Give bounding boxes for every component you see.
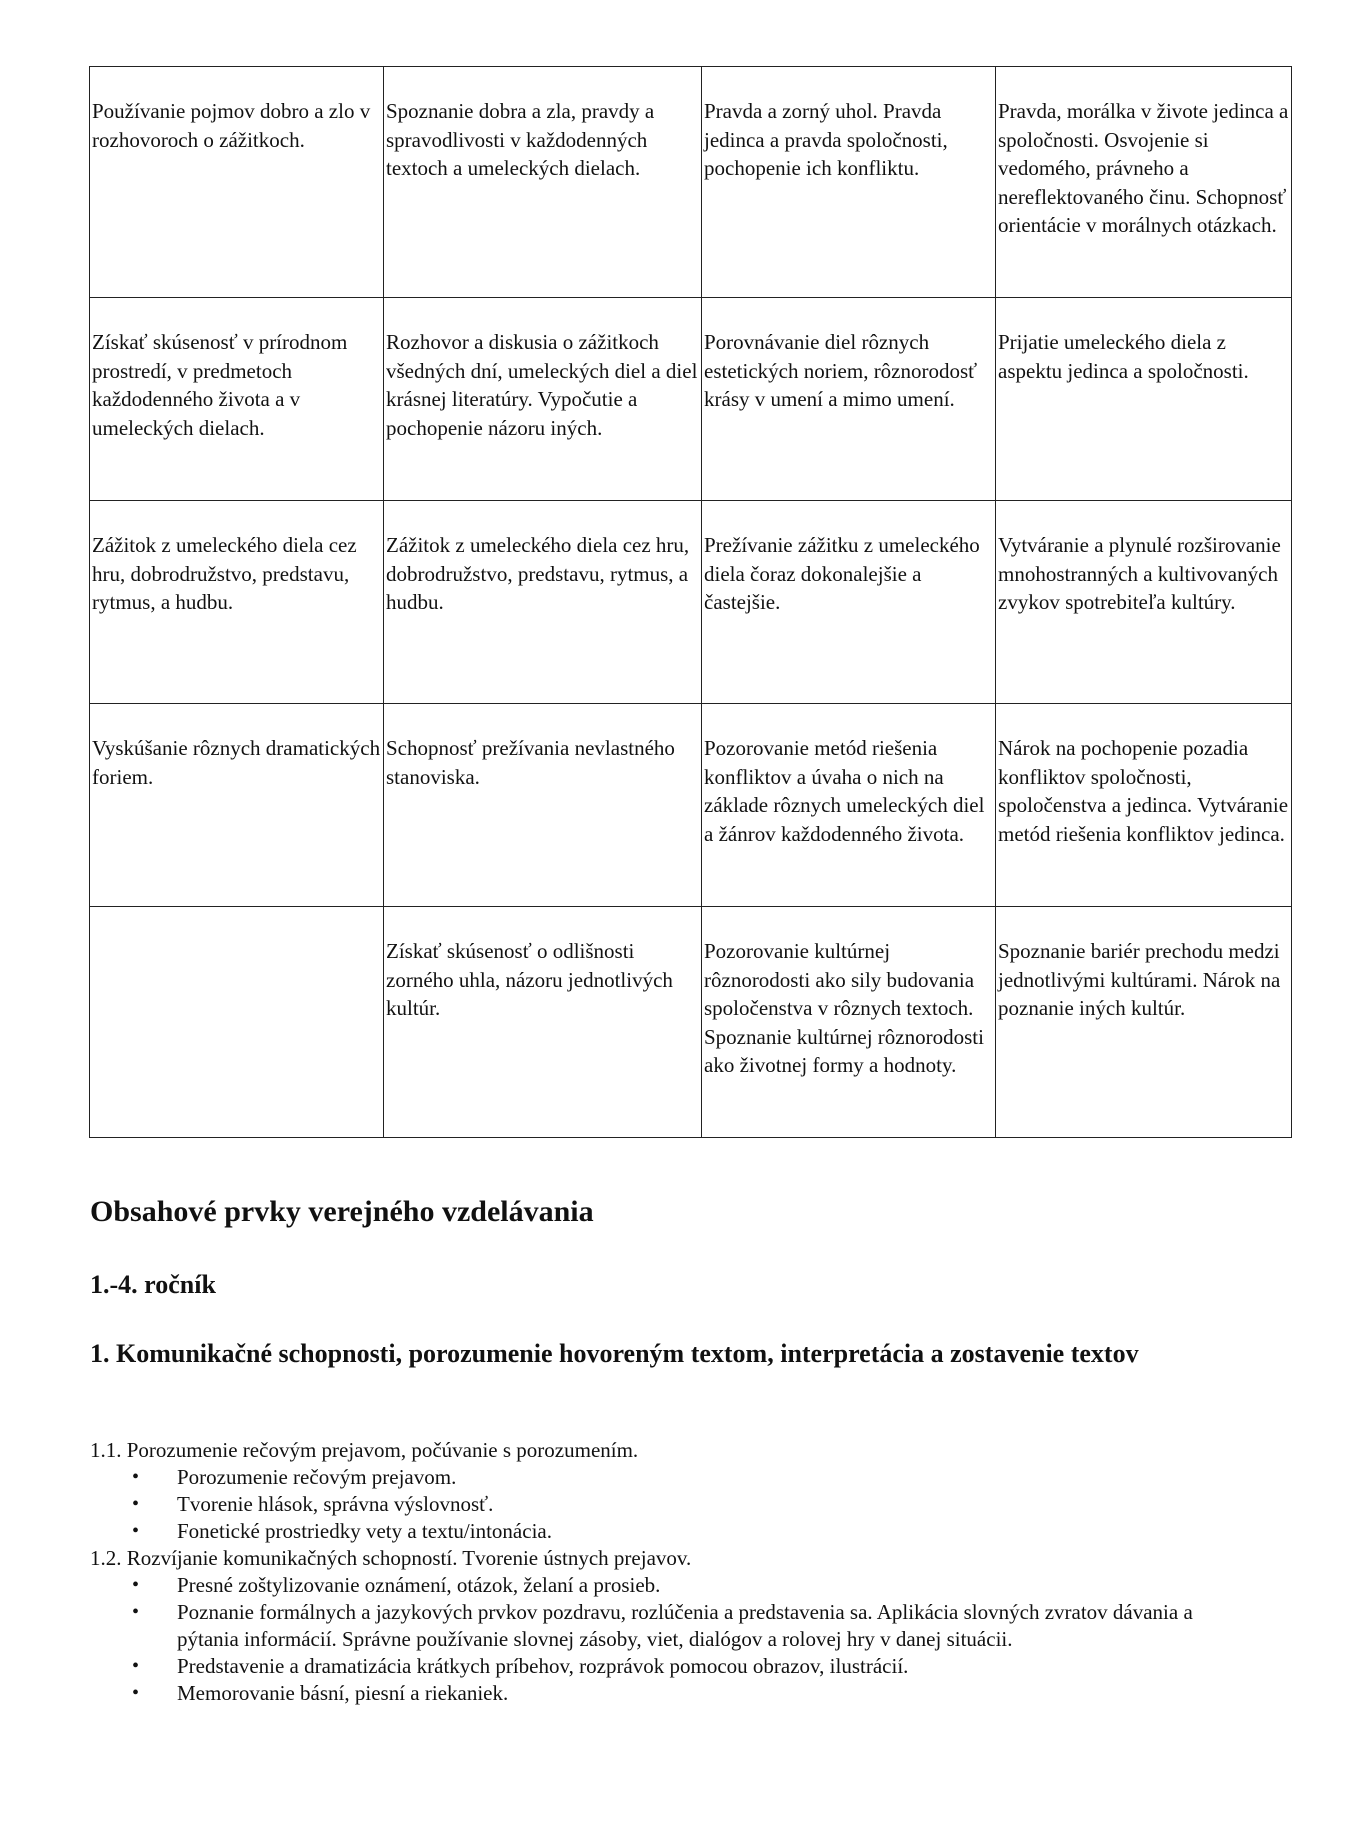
list-item-text: Poznanie formálnych a jazykových prvkov pozdravu, rozlúčenia a predstavenia sa. Aplikácia slovných zvratov dávania a pýtania informácií. Správne používanie slovnej zásoby, viet, dialógov a rolovej hry v danej situácii. <box>177 1600 1193 1651</box>
topic-heading: 1. Komunikačné schopnosti, porozumenie hovoreným textom, interpretácia a zostavenie textov <box>90 1339 1139 1368</box>
list-item-text: Porozumenie rečovým prejavom. <box>177 1465 457 1489</box>
table-cell: Používanie pojmov dobro a zlo v rozhovoroch o zážitkoch. <box>90 67 384 298</box>
bullet-icon: • <box>132 1655 140 1677</box>
table-cell: Nárok na pochopenie pozadia konfliktov spoločnosti, spoločenstva a jedinca. Vytváranie metód riešenia konfliktov jedinca. <box>996 704 1292 907</box>
bullet-icon: • <box>132 1574 140 1596</box>
table-row <box>90 501 1292 704</box>
curriculum-table <box>89 66 1292 1138</box>
bullet-icon: • <box>132 1601 140 1623</box>
content-outline <box>90 1437 1260 1707</box>
table-cell: Získať skúsenosť v prírodnom prostredí, v predmetoch každodenného života a v umeleckých dielach. <box>90 298 384 501</box>
list-item <box>132 1572 1260 1599</box>
list-item <box>132 1491 1260 1518</box>
table-cell: Rozhovor a diskusia o zážitkoch všedných dní, umeleckých diel a diel krásnej literatúry. Vypočutie a pochopenie názoru iných. <box>384 298 702 501</box>
table-row <box>90 704 1292 907</box>
subsection-heading: 1.2. Rozvíjanie komunikačných schopností. Tvorenie ústnych prejavov. <box>90 1546 692 1570</box>
list-item-text: Presné zoštylizovanie oznámení, otázok, želaní a prosieb. <box>177 1573 661 1597</box>
bullet-list <box>90 1572 1260 1707</box>
list-item <box>132 1464 1260 1491</box>
table-cell: Vytváranie a plynulé rozširovanie mnohostranných a kultivovaných zvykov spotrebiteľa kultúry. <box>996 501 1292 704</box>
list-item <box>132 1680 1260 1707</box>
table-cell: Porovnávanie diel rôznych estetických noriem, rôznorodosť krásy v umení a mimo umení. <box>702 298 996 501</box>
table-cell: Prijatie umeleckého diela z aspektu jedinca a spoločnosti. <box>996 298 1292 501</box>
table-cell: Pozorovanie metód riešenia konfliktov a úvaha o nich na základe rôznych umeleckých diel a žánrov každodenného života. <box>702 704 996 907</box>
bullet-icon: • <box>132 1466 140 1488</box>
table-cell-empty <box>90 907 384 1138</box>
table-cell: Spoznanie bariér prechodu medzi jednotlivými kultúrami. Nárok na poznanie iných kultúr. <box>996 907 1292 1138</box>
list-item-text: Memorovanie básní, piesní a riekaniek. <box>177 1681 509 1705</box>
section-title: Obsahové prvky verejného vzdelávania <box>90 1195 594 1228</box>
list-item <box>132 1599 1260 1653</box>
table-cell: Pravda a zorný uhol. Pravda jedinca a pravda spoločnosti, pochopenie ich konfliktu. <box>702 67 996 298</box>
list-item <box>132 1518 1260 1545</box>
list-item-text: Tvorenie hlások, správna výslovnosť. <box>177 1492 494 1516</box>
bullet-icon: • <box>132 1493 140 1515</box>
table-cell: Vyskúšanie rôznych dramatických foriem. <box>90 704 384 907</box>
table-cell: Prežívanie zážitku z umeleckého diela čoraz dokonalejšie a častejšie. <box>702 501 996 704</box>
list-item-text: Fonetické prostriedky vety a textu/intonácia. <box>177 1519 552 1543</box>
table-row <box>90 67 1292 298</box>
subsection-heading: 1.1. Porozumenie rečovým prejavom, počúvanie s porozumením. <box>90 1438 639 1462</box>
table-row <box>90 907 1292 1138</box>
bullet-icon: • <box>132 1682 140 1704</box>
table-cell: Pravda, morálka v živote jedinca a spoločnosti. Osvojenie si vedomého, právneho a nereflektovaného činu. Schopnosť orientácie v morálnych otázkach. <box>996 67 1292 298</box>
bullet-list <box>90 1464 1260 1545</box>
table-cell: Zážitok z umeleckého diela cez hru, dobrodružstvo, predstavu, rytmus, a hudbu. <box>90 501 384 704</box>
table-cell: Zážitok z umeleckého diela cez hru, dobrodružstvo, predstavu, rytmus, a hudbu. <box>384 501 702 704</box>
grade-heading: 1.-4. ročník <box>90 1270 216 1299</box>
bullet-icon: • <box>132 1520 140 1542</box>
table-cell: Získať skúsenosť o odlišnosti zorného uhla, názoru jednotlivých kultúr. <box>384 907 702 1138</box>
table-cell: Schopnosť prežívania nevlastného stanoviska. <box>384 704 702 907</box>
table-cell: Pozorovanie kultúrnej rôznorodosti ako sily budovania spoločenstva v rôznych textoch. Spoznanie kultúrnej rôznorodosti ako životnej formy a hodnoty. <box>702 907 996 1138</box>
table-cell: Spoznanie dobra a zla, pravdy a spravodlivosti v každodenných textoch a umeleckých dielach. <box>384 67 702 298</box>
table-row <box>90 298 1292 501</box>
list-item-text: Predstavenie a dramatizácia krátkych príbehov, rozprávok pomocou obrazov, ilustrácií. <box>177 1654 909 1678</box>
list-item <box>132 1653 1260 1680</box>
